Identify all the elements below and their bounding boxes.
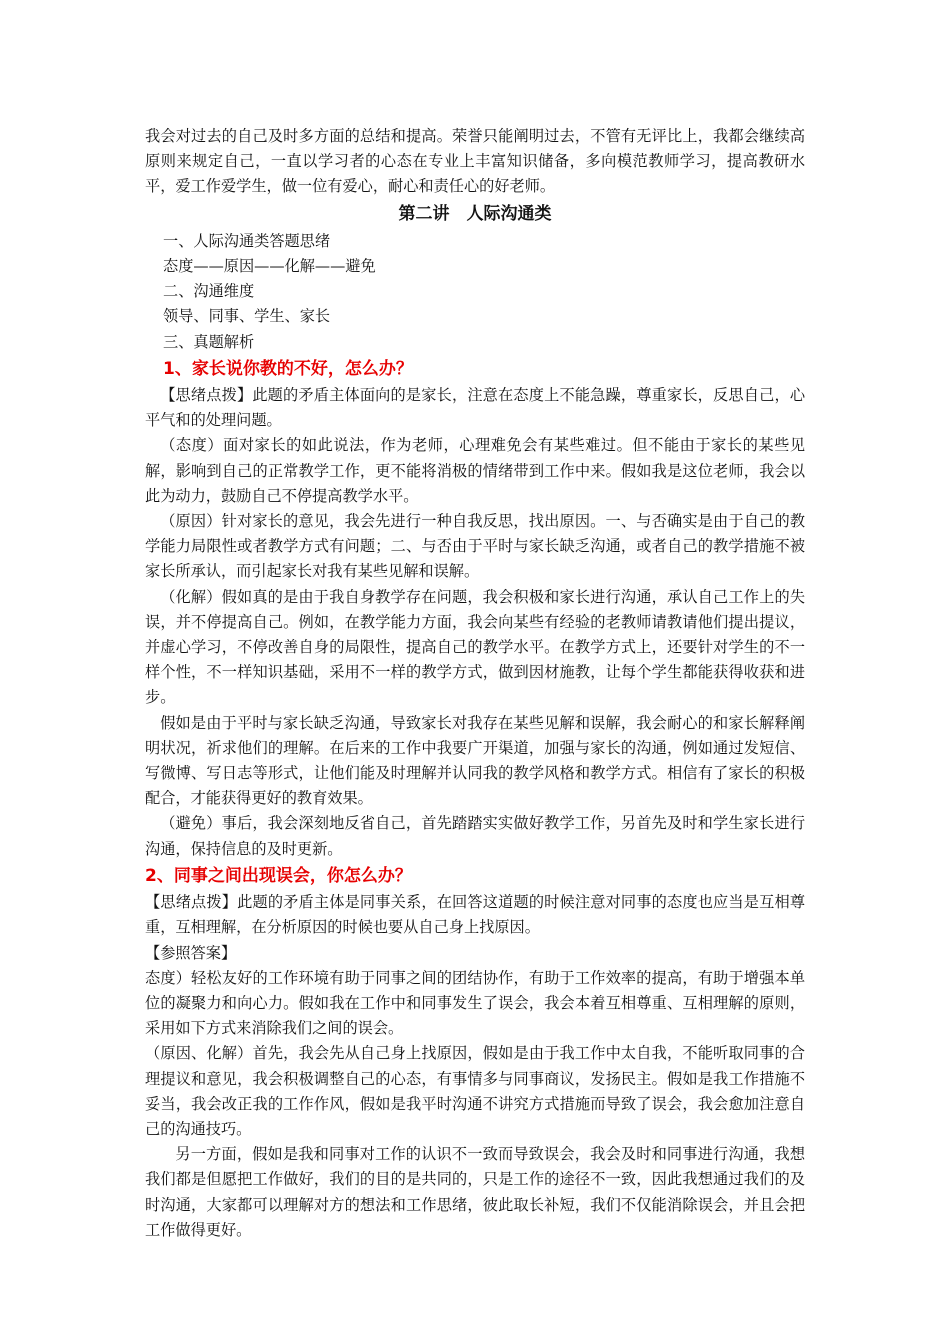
outline-item: 一、人际沟通类答题思绪 [163, 231, 331, 250]
q1-paragraph: 【思绪点拨】此题的矛盾主体面向的是家长，注意在态度上不能急躁，尊重家长，反思自己，心平气和的处理问题。 [145, 386, 805, 430]
q1-paragraph: （原因）针对家长的意见，我会先进行一种自我反思，找出原因。一、与否确实是由于自己的教学能力局限性或者教学方式有问题；二、与否由于平时与家长缺乏沟通，或者自己的教学措施不被家长所承认，而引起家长对我有某些见解和误解。 [145, 512, 805, 581]
q1-paragraph: （态度）面对家长的如此说法，作为老师，心理难免会有某些难过。但不能由于家长的某些见解，影响到自己的正常教学工作，更不能将消极的情绪带到工作中来。假如我是这位老师，我会以此为动力，鼓励自己不停提高教学水平。 [145, 436, 805, 505]
q2-paragraph: 【参照答案】 [145, 943, 237, 962]
outline-item: 领导、同事、学生、家长 [163, 307, 331, 326]
q1-paragraph: （化解）假如真的是由于我自身教学存在问题，我会积极和家长进行沟通，承认自己工作上的失误，并不停提高自己。例如，在教学能力方面，我会向某些有经验的老教师请教请他们提出提议，并虚心学习，不停改善自身的局限性，提高自己的教学水平。在教学方式上，还要针对学生的不一样个性，不一样知识基础，采用不一样的教学方式，做到因材施教，让每个学生都能获得收获和进步。 [145, 587, 805, 707]
intro-paragraph: 我会对过去的自己及时多方面的总结和提高。荣誉只能阐明过去，不管有无评比上，我都会继续高原则来规定自己，一直以学习者的心态在专业上丰富知识储备，多向模范教师学习，提高教研水平，爱工作爱学生，做一位有爱心，耐心和责任心的好老师。 [145, 127, 805, 196]
question-1-title: 1、家长说你教的不好，怎么办？ [163, 358, 413, 379]
q1-paragraph: 假如是由于平时与家长缺乏沟通，导致家长对我存在某些见解和误解，我会耐心的和家长解释阐明状况，祈求他们的理解。在后来的工作中我要广开渠道，加强与家长的沟通，例如通过发短信、写微博、写日志等形式，让他们能及时理解并认同我的教学风格和教学方式。相信有了家长的积极配合，才能获得更好的教育效果。 [145, 713, 805, 808]
q2-paragraph: 【思绪点拨】此题的矛盾主体是同事关系，在回答这道题的时候注意对同事的态度也应当是互相尊重，互相理解，在分析原因的时候也要从自己身上找原因。 [145, 893, 805, 937]
q2-paragraph: 另一方面，假如是我和同事对工作的认识不一致而导致误会，我会及时和同事进行沟通，我想我们都是但愿把工作做好，我们的目的是共同的，只是工作的途径不一致，因此我想通过我们的及时沟通，大家都可以理解对方的想法和工作思绪，彼此取长补短，我们不仅能消除误会，并且会把工作做得更好。 [145, 1145, 805, 1239]
outline-item: 态度——原因——化解——避免 [163, 257, 376, 276]
outline-item: 三、真题解析 [163, 332, 255, 351]
q1-paragraph: （避免）事后，我会深刻地反省自己，首先踏踏实实做好教学工作，另首先及时和学生家长进行沟通，保持信息的及时更新。 [145, 814, 805, 858]
outline-item: 二、沟通维度 [163, 282, 255, 301]
q2-paragraph: 态度）轻松友好的工作环境有助于同事之间的团结协作，有助于工作效率的提高，有助于增强本单位的凝聚力和向心力。假如我在工作中和同事发生了误会，我会本着互相尊重、互相理解的原则，采用如下方式来消除我们之间的误会。 [145, 968, 805, 1038]
question-2-title: 2、同事之间出现误会，你怎么办？ [145, 865, 412, 886]
lecture-title: 第二讲 人际沟通类 [398, 203, 552, 224]
q2-paragraph: （原因、化解）首先，我会先从自己身上找原因，假如是由于我工作中太自我，不能听取同事的合理提议和意见，我会积极调整自己的心态，有事情多与同事商议，发扬民主。假如是我工作措施不妥当，我会改正我的工作作风，假如是我平时沟通不讲究方式措施而导致了误会，我会愈加注意自己的沟通技巧。 [145, 1044, 805, 1138]
